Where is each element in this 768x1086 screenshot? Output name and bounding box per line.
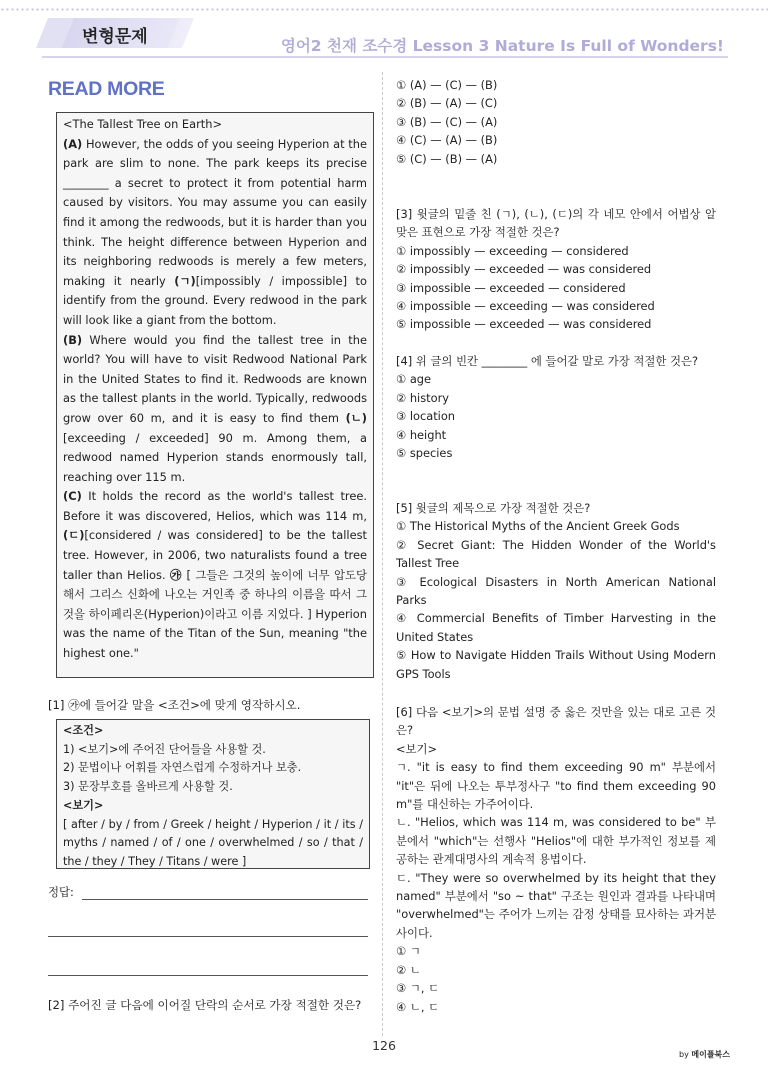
paragraph-a (63, 135, 367, 331)
paragraph-c-text: It holds the record as the world's tallest tree. Before it was discovered, Helios, which was 114 m, (63, 489, 367, 523)
condition-item: 1) <보기>에 주어진 단어들을 사용할 것. (63, 742, 266, 756)
question-2-prompt: [2] 주어진 글 다음에 이어질 단락의 순서로 가장 적절한 것은? (48, 998, 362, 1012)
example-box-title: <보기> (396, 741, 438, 756)
question-3 (396, 205, 716, 334)
conditions-title: <조건> (63, 724, 104, 737)
column-divider (382, 72, 383, 1036)
option-5[interactable]: ⑤ (C) — (B) — (A) (396, 151, 498, 166)
option-3[interactable]: ③ Ecological Disasters in North American National Parks (396, 574, 716, 608)
option-1[interactable]: ① (A) — (C) — (B) (396, 78, 498, 92)
question-1-prompt: [1] ㉮에 들어갈 말을 <조건>에 맞게 영작하시오. (48, 698, 301, 712)
option-2[interactable]: ② Secret Giant: The Hidden Wonder of the World's Tallest Tree (396, 537, 716, 571)
mark-nieun: (ㄴ) (345, 410, 367, 425)
option-1[interactable]: ① age (396, 372, 432, 387)
answer-line-1[interactable] (82, 899, 368, 900)
question-5-prompt: [5] 윗글의 제목으로 가장 적절한 것은? (396, 501, 591, 515)
option-1[interactable]: ① The Historical Myths of the Ancient Greek Gods (396, 519, 680, 534)
paragraph-a-text-2: [impossibly / impossible] to identify from the ground. Every redwood in the park will look like a giant from the bottom. (63, 273, 367, 327)
reading-passage (56, 112, 374, 678)
option-1[interactable]: ① impossibly — exceeding — considered (396, 243, 629, 258)
brand-by: by (679, 1050, 689, 1059)
paragraph-c-text-2: [considered / was considered] to be the tallest tree. However, in 2006, two naturalists found a tree taller than Helios. (63, 528, 367, 582)
example-item-giyeok: ㄱ. "it is easy to find them exceeding 90 m" 부분에서 "it"은 뒤에 나오는 투부정사구 "to find them exceeding 90 m"를 대신하는 가주어이다. (396, 760, 716, 812)
option-4[interactable]: ④ (C) — (A) — (B) (396, 133, 498, 148)
option-2[interactable]: ② (B) — (A) — (C) (396, 96, 498, 111)
mark-ga: ㉮ (169, 567, 183, 582)
option-2[interactable]: ② ㄴ (396, 962, 421, 977)
option-5[interactable]: ⑤ How to Navigate Hidden Trails Without Using Modern GPS Tools (396, 648, 716, 681)
passage-title: <The Tallest Tree on Earth> (63, 117, 223, 131)
section-title: READ MORE (48, 78, 165, 100)
question-4 (396, 352, 716, 462)
question-4-prompt: [4] 위 글의 빈칸 ________ 에 들어갈 말로 가장 적절한 것은? (396, 354, 699, 368)
word-bank: [ after / by / from / Greek / height / Hyperion / it / its / myths / named / of / one / overwhelmed / so / that / the / they / They / Titans / were ] (63, 817, 363, 868)
paragraph-a-text: However, the odds of you seeing Hyperion at the park are slim to none. The park keeps its precise ________ a secret to protect it from potential harm caused by visitors. You may assume you can easily find it among the redwoods, but it is harder than you think. The height difference between Hyperion and its neighboring redwoods is merely a few meters, making it nearly (63, 136, 367, 288)
category-badge (42, 18, 182, 48)
paragraph-b-label: (B) (63, 332, 83, 347)
option-2[interactable]: ② history (396, 390, 450, 405)
paragraph-c (63, 487, 367, 663)
lesson-title: 영어2 천재 조수경 Lesson 3 Nature Is Full of Wonders! (280, 37, 724, 55)
option-4[interactable]: ④ ㄴ, ㄷ (396, 999, 440, 1014)
word-bank-title: <보기> (63, 798, 104, 812)
header-rule (42, 56, 728, 58)
brand-name: 메이플북스 (691, 1050, 730, 1059)
option-4[interactable]: ④ height (396, 427, 447, 442)
badge-label: 변형문제 (82, 27, 148, 47)
mark-digeut: (ㄷ) (63, 528, 85, 543)
option-4[interactable]: ④ Commercial Benefits of Timber Harvesting in the United States (396, 611, 716, 644)
publisher-brand (679, 1049, 730, 1060)
paragraph-b (63, 331, 367, 488)
question-2-options (396, 76, 716, 168)
option-5[interactable]: ⑤ species (396, 446, 453, 461)
paragraph-c-text-3: [ 그들은 그것의 높이에 너무 압도당해서 그리스 신화에 나오는 거인족 중 하나의 이름을 따서 그것을 하이페리온(Hyperion)이라고 이름 지었다. ] Hyperion was the name of the Titan of the Sun, meaning "the highest one." (63, 567, 367, 661)
paragraph-b-text: Where would you find the tallest tree in the world? You will have to visit Redwood National Park in the United States to find it. Redwoods are known as the tallest plants in the world. Typically, redwoods grow over 60 m, and it is easy to find them (63, 332, 367, 425)
paragraph-a-label: (A) (63, 136, 83, 151)
example-item-digeut: ㄷ. "They were so overwhelmed by its height that they named" 부분에서 "so ~ that" 구조는 원인과 결과를 나타내며 "overwhelmed"는 주어가 느끼는 감정 상태를 묘사하는 과거분사이다. (396, 870, 716, 940)
condition-item: 3) 문장부호를 올바르게 사용할 것. (63, 780, 233, 794)
paragraph-c-label: (C) (63, 489, 82, 504)
option-3[interactable]: ③ impossible — exceeded — considered (396, 280, 626, 295)
condition-item: 2) 문법이나 어휘를 자연스럽게 수정하거나 보충. (63, 761, 302, 775)
conditions-box (56, 719, 370, 869)
option-1[interactable]: ① ㄱ (396, 944, 421, 959)
option-4[interactable]: ④ impossible — exceeding — was considered (396, 299, 655, 314)
answer-line-3[interactable] (48, 975, 368, 976)
question-6 (396, 703, 716, 1016)
mark-giyeok: (ㄱ) (174, 273, 196, 288)
example-item-nieun: ㄴ. "Helios, which was 114 m, was considered to be" 부분에서 "which"는 선행사 "Helios"에 대한 부가적인 정보를 제공하는 관계대명사의 계속적 용법이다. (396, 815, 716, 867)
option-5[interactable]: ⑤ impossible — exceeded — was considered (396, 317, 652, 332)
option-3[interactable]: ③ ㄱ, ㄷ (396, 981, 440, 996)
option-3[interactable]: ③ (B) — (C) — (A) (396, 114, 498, 129)
header-dotted-border (0, 8, 768, 11)
page-number: 126 (372, 1038, 396, 1053)
answer-label: 정답: (48, 885, 74, 899)
option-2[interactable]: ② impossibly — exceeded — was considered (396, 262, 652, 277)
paragraph-b-text-2: [exceeding / exceeded] 90 m. Among them, a redwood named Hyperion stands enormously tall, reaching over 115 m. (63, 430, 367, 484)
question-5 (396, 499, 716, 683)
question-3-prompt: [3] 윗글의 밑줄 친 (ㄱ), (ㄴ), (ㄷ)의 각 네모 안에서 어법상 알맞은 표현으로 가장 적절한 것은? (396, 207, 716, 240)
option-3[interactable]: ③ location (396, 409, 456, 424)
question-6-prompt: [6] 다음 <보기>의 문법 설명 중 옳은 것만을 있는 대로 고른 것은? (396, 705, 716, 738)
answer-line-2[interactable] (48, 936, 368, 937)
